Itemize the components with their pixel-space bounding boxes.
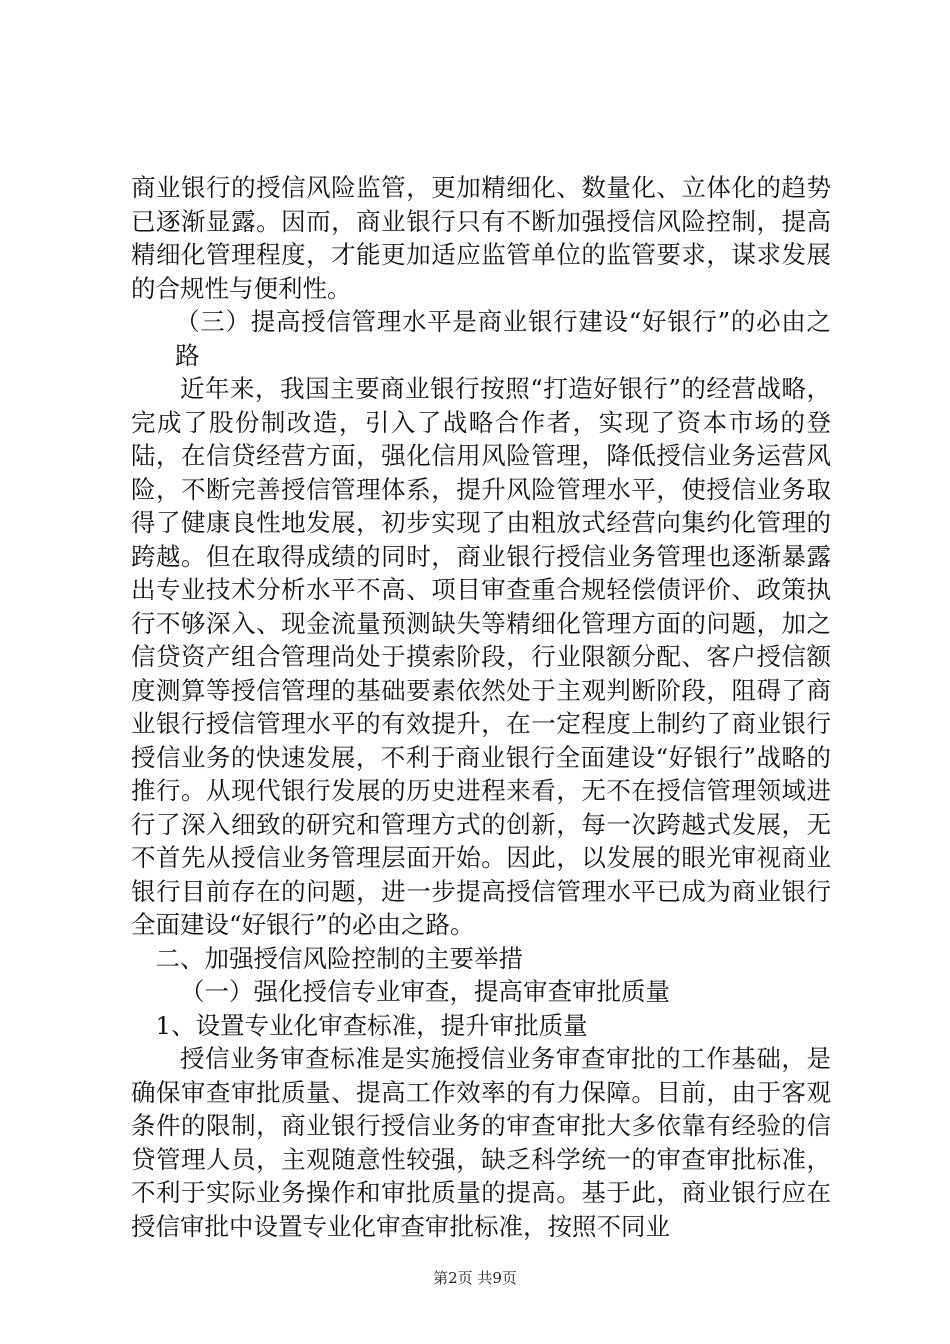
section-heading-3: （三）提高授信管理水平是商业银行建设“好银行”的必由之路 (175, 307, 831, 370)
document-body (131, 171, 831, 1243)
section-heading-2: 二、加强授信风险控制的主要举措 (155, 943, 523, 973)
paragraph-review-standards: 授信业务审查标准是实施授信业务审查审批的工作基础，是确保审查审批质量、提高工作效率的有力保障。目前，由于客观条件的限制，商业银行授信业务的审查审批大多依靠有经验的信贷管理人员，主观随意性较强，缺乏科学统一的审查审批标准，不利于实际业务操作和审批质量的提高。基于此，商业银行应在授信审批中设置专业化审查审批标准，按照不同业 (131, 1044, 831, 1241)
paragraph-good-bank: 近年来，我国主要商业银行按照“打造好银行”的经营战略，完成了股份制改造，引入了战略合作者，实现了资本市场的登陆，在信贷经营方面，强化信用风险管理，降低授信业务运营风险，不断完善授信管理体系，提升风险管理水平，使授信业务取得了健康良性地发展，初步实现了由粗放式经营向集约化管理的跨越。但在取得成绩的同时，商业银行授信业务管理也逐渐暴露出专业技术分析水平不高、项目审查重合规轻偿债评价、政策执行不够深入、现金流量预测缺失等精细化管理方面的问题，加之信贷资产组合管理尚处于摸索阶段，行业限额分配、客户授信额度测算等授信管理的基础要素依然处于主观判断阶段，阻碍了商业银行授信管理水平的有效提升，在一定程度上制约了商业银行授信业务的快速发展，不利于商业银行全面建设“好银行”战略的推行。从现代银行发展的历史进程来看，无不在授信管理领域进行了深入细致的研究和管理方式的创新，每一次跨越式发展，无不首先从授信业务管理层面开始。因此，以发展的眼光审视商业银行目前存在的问题，进一步提高授信管理水平已成为商业银行全面建设“好银行”的必由之路。 (131, 374, 831, 939)
subsection-heading-1: （一）强化授信专业审查，提高审查审批质量 (180, 977, 670, 1006)
page-footer: 第2页 共9页 (433, 1269, 517, 1287)
item-heading-1: 1、设置专业化审查标准，提升审批质量 (155, 1010, 588, 1040)
paragraph-regulation-trend: 商业银行的授信风险监管，更加精细化、数量化、立体化的趋势已逐渐显露。因而，商业银行只有不断加强授信风险控制，提高精细化管理程度，才能更加适应监管单位的监管要求，谋求发展的合规性与便利性。 (131, 173, 831, 303)
